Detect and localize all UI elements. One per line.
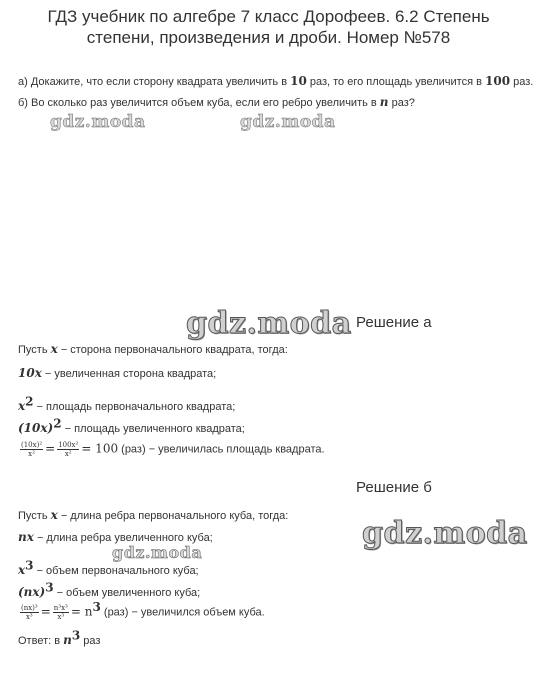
text: − длина ребра увеличенного куба;	[33, 532, 213, 544]
watermark-1: gdz.moda	[50, 112, 146, 132]
math-exp: 3	[71, 628, 81, 643]
fraction-num: (nx)³	[21, 604, 38, 612]
math-expr: nx	[18, 530, 34, 544]
solution-a-line-4	[18, 416, 245, 435]
task-b-text: б) Во сколько раз увеличится объем куба, если его ребро увеличить в	[18, 97, 380, 109]
watermark-2: gdz.moda	[240, 112, 336, 132]
fraction-den: x²	[64, 450, 72, 458]
math-var: x	[18, 399, 26, 413]
fraction-1	[20, 441, 43, 458]
task-a	[18, 74, 533, 88]
solution-a-heading: Решение а	[356, 314, 432, 331]
watermark-3: gdz.moda	[186, 306, 352, 341]
solution-a-line-2	[18, 366, 216, 380]
text: − длина ребра первоначального куба, тогда:	[57, 510, 289, 522]
task-b-var: n	[379, 95, 389, 109]
solution-b-heading: Решение б	[356, 479, 432, 496]
math-exp: 3	[25, 558, 34, 573]
text: Пусть	[18, 510, 51, 522]
fraction-den: x³	[57, 613, 65, 621]
math-var: n	[63, 633, 72, 647]
solution-b-line-5	[18, 599, 265, 621]
watermark-5: gdz.moda	[112, 543, 203, 562]
text: (раз) − увеличился объем куба.	[100, 606, 265, 619]
math-result: = 100	[81, 441, 119, 456]
task-a-num2: 100	[485, 74, 511, 88]
solution-b-line-2	[18, 530, 213, 544]
fraction-den: x³	[25, 613, 33, 621]
fraction-2	[57, 441, 79, 458]
math-var: x	[50, 508, 58, 522]
math-exp: 3	[92, 599, 101, 614]
math-expr: (10x)	[18, 421, 54, 435]
text: Ответ: в	[18, 635, 64, 647]
solution-b-answer	[18, 628, 101, 647]
fraction-2	[53, 604, 69, 621]
solution-b-line-4	[18, 580, 201, 599]
text: − площадь первоначального квадрата;	[33, 401, 236, 413]
fraction-num: n³x³	[53, 604, 68, 612]
text: раз	[80, 635, 101, 647]
fraction-num: (10x)²	[21, 441, 43, 449]
math-var: x	[18, 563, 26, 577]
task-a-suffix: раз.	[510, 76, 534, 88]
watermark-4: gdz.moda	[362, 516, 528, 551]
math-expr: 10x	[18, 366, 42, 380]
solution-a-line-5	[18, 441, 325, 458]
equals-sign: =	[40, 604, 51, 619]
task-a-mid: раз, то его площадь увеличится в	[306, 76, 485, 88]
title-line-2: степени, произведения и дроби. Номер №578	[86, 28, 451, 47]
solution-a-line-3	[18, 394, 236, 413]
task-b-suffix: раз?	[388, 97, 415, 109]
text: − сторона первоначального квадрата, тогда:	[57, 344, 288, 356]
text: − площадь увеличенного квадрата;	[61, 423, 245, 435]
math-var: x	[50, 342, 58, 356]
math-exp: 3	[45, 580, 54, 595]
text: (раз) − увеличилась площадь квадрата.	[118, 443, 325, 456]
solution-b-line-1	[18, 508, 288, 522]
equals-sign: =	[45, 441, 56, 456]
math-exp: 2	[25, 394, 34, 409]
task-a-text: а) Докажите, что если сторону квадрата увеличить в	[18, 76, 291, 88]
math-result: = n	[70, 604, 93, 619]
fraction-num: 100x²	[58, 441, 79, 449]
solution-a-line-1	[18, 342, 288, 356]
fraction-den: x²	[28, 450, 35, 458]
text: − объем увеличенного куба;	[53, 587, 201, 599]
math-expr: (nx)	[18, 585, 46, 599]
page-title	[0, 6, 537, 48]
text: Пусть	[18, 344, 51, 356]
task-a-num1: 10	[290, 74, 307, 88]
text: − увеличенная сторона квадрата;	[41, 368, 217, 380]
math-exp: 2	[53, 416, 62, 431]
task-b	[18, 95, 415, 109]
fraction-1	[20, 604, 39, 621]
text: − объем первоначального куба;	[33, 565, 199, 577]
solution-b-line-3	[18, 558, 199, 577]
title-line-1: ГДЗ учебник по алгебре 7 класс Дорофеев. 6.2 Степень	[47, 7, 490, 26]
